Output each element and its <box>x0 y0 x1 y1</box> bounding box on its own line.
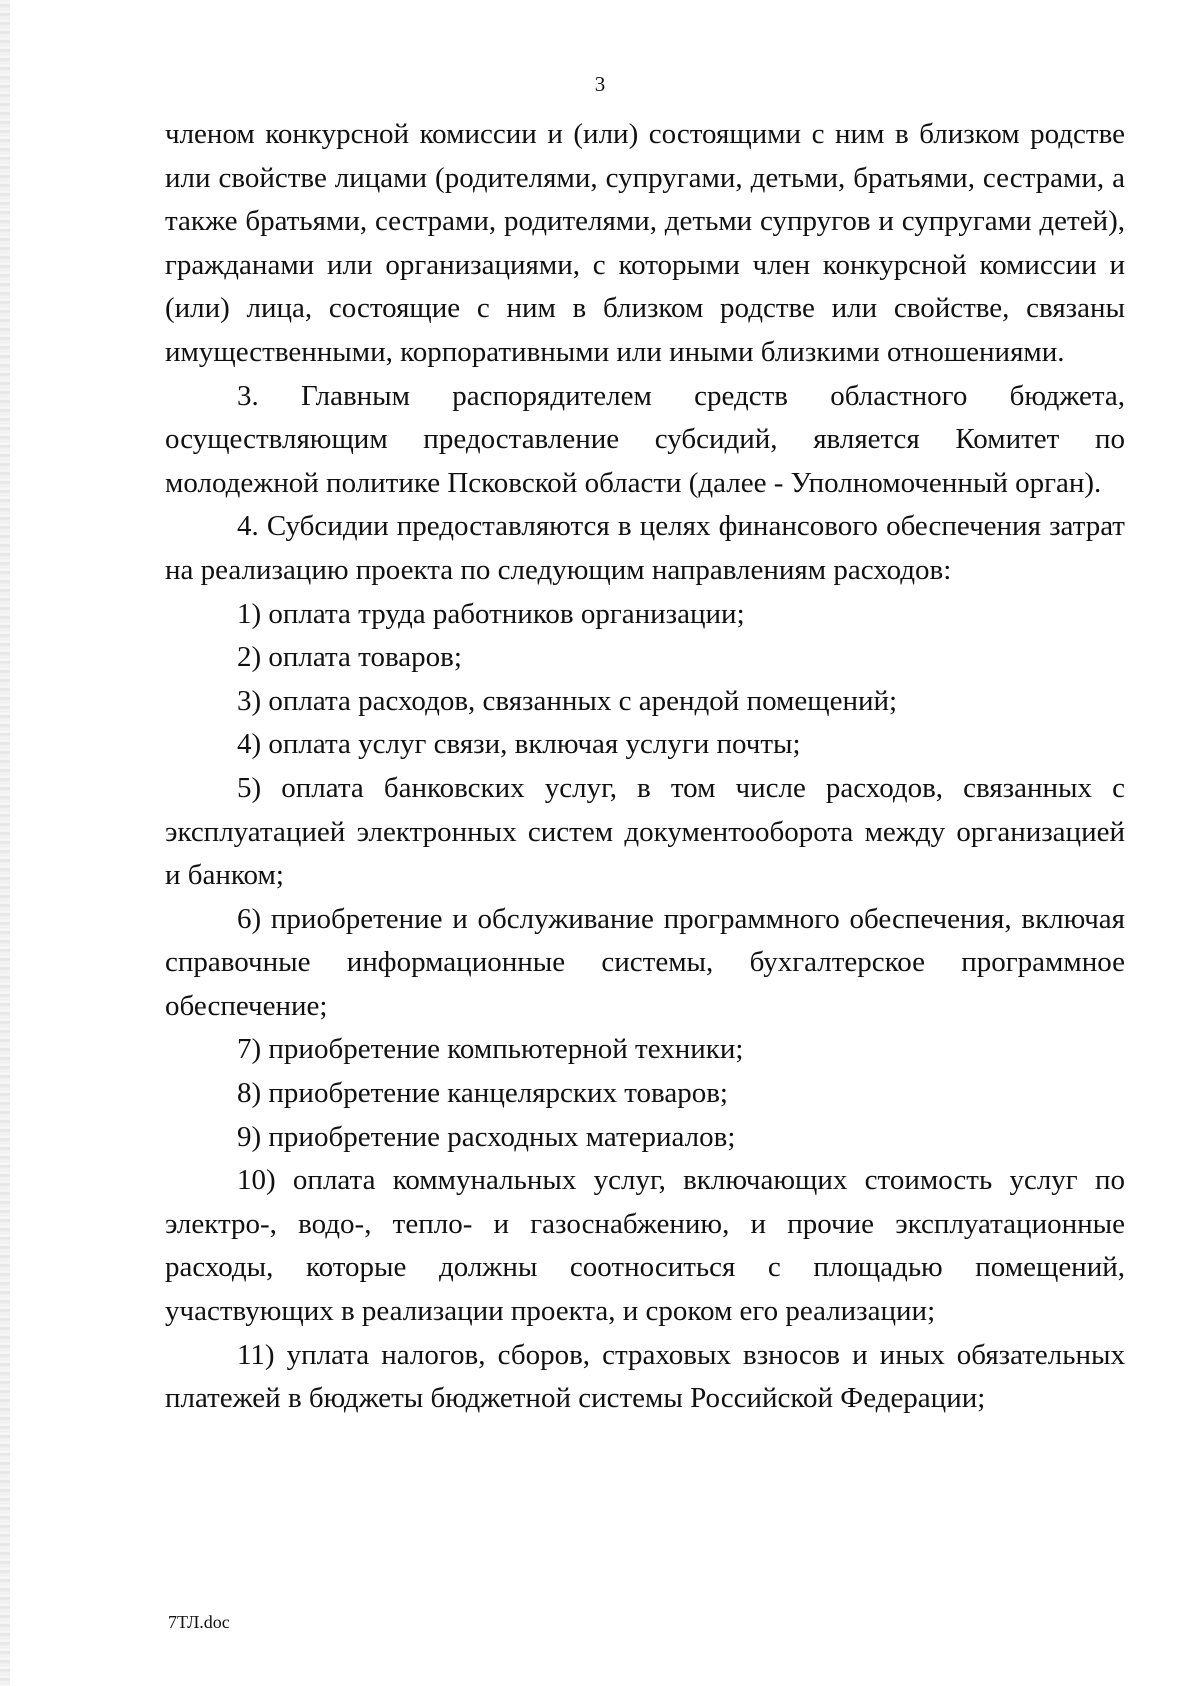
list-item: 8) приобретение канцелярских товаров; <box>237 1077 728 1110</box>
footer-filename: 7ТЛ.doc <box>168 1612 230 1632</box>
list-item: 9) приобретение расходных материалов; <box>237 1120 736 1153</box>
page-number: 3 <box>594 72 606 96</box>
list-item: 2) оплата товаров; <box>237 641 462 674</box>
paragraph-item-4: 4. Субсидии предоставляются в целях финансового обеспечения затрат на реализацию проекта по следующим направлениям расходов: <box>165 510 1125 586</box>
list-item: 11) уплата налогов, сборов, страховых взносов и иных обязательных платежей в бюджеты бюджетной системы Российской Федерации; <box>165 1338 1125 1415</box>
list-item: 1) оплата труда работников организации; <box>237 597 745 630</box>
list-item: 10) оплата коммунальных услуг, включающих стоимость услуг по электро-, водо-, тепло- и газоснабжению, и прочие эксплуатационные расходы, которые должны соотноситься с площадью помещений, участвующих в реализации проекта, и сроком его реализации; <box>165 1164 1125 1328</box>
list-item: 4) оплата услуг связи, включая услуги почты; <box>237 728 801 761</box>
paragraph-continuation: членом конкурсной комиссии и (или) состоящими с ним в близком родстве или свойстве лицами (родителями, супругами, детьми, братьями, сестрами, а также братьями, сестрами, родителями, детьми супругов и супругами детей), гражданами или организациями, с которыми член конкурсной комиссии и (или) лица, состоящие с ним в близком родстве или свойстве, связаны имущественными, корпоративными или иными близкими отношениями. <box>165 118 1125 368</box>
paragraph-item-3: 3. Главным распорядителем средств областного бюджета, осуществляющим предоставление субсидий, является Комитет по молодежной политике Псковской области (далее - Уполномоченный орган). <box>165 379 1125 499</box>
document-body <box>165 113 1125 1421</box>
list-item: 3) оплата расходов, связанных с арендой помещений; <box>237 684 898 717</box>
list-item: 5) оплата банковских услуг, в том числе расходов, связанных с эксплуатацией электронных систем документооборота между организацией и банком; <box>165 771 1125 892</box>
list-item: 7) приобретение компьютерной техники; <box>237 1033 744 1066</box>
scan-edge <box>0 0 10 1686</box>
list-item: 6) приобретение и обслуживание программного обеспечения, включая справочные информационные системы, бухгалтерское программное обеспечение; <box>165 902 1125 1022</box>
